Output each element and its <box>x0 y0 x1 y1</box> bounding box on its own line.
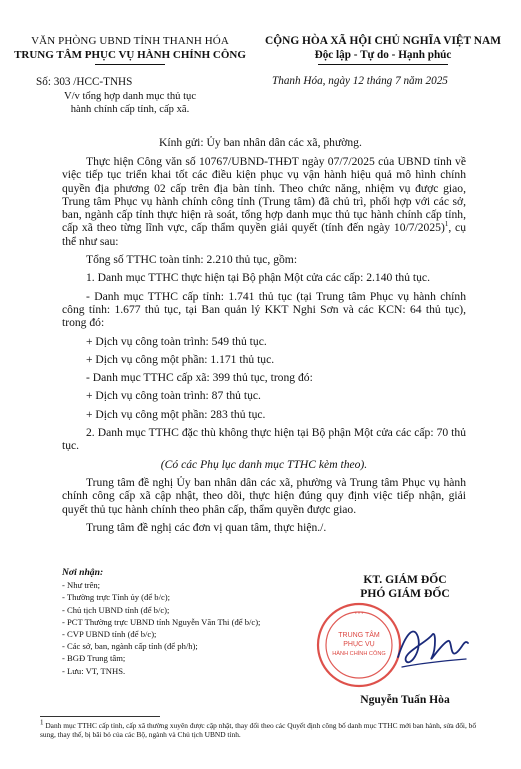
official-seal <box>315 601 403 689</box>
signing-authority: KT. GIÁM ĐỐC <box>363 573 447 586</box>
signature-block <box>300 573 510 706</box>
svg-text:HÀNH CHÍNH CÔNG: HÀNH CHÍNH CÔNG <box>332 651 386 657</box>
body-paragraph: + Dịch vụ công toàn trình: 87 thủ tục. <box>86 389 261 403</box>
recipient-item: - CVP UBND tỉnh (để b/c); <box>62 629 157 640</box>
footnote-mark: 1 <box>40 718 44 727</box>
motto-underline <box>318 64 448 65</box>
svg-text:* * *: * * * <box>354 612 364 618</box>
body-paragraph: + Dịch vụ công toàn trình: 549 thủ tục. <box>86 334 267 348</box>
addressee: Kính gửi: Ủy ban nhân dân các xã, phường. <box>159 136 362 149</box>
body-paragraph: + Dịch vụ công một phần: 1.171 thủ tục. <box>86 352 275 366</box>
body-paragraph: Thực hiện Công văn số 10767/UBND-THĐT ngày 07/7/2025 của UBND tỉnh về việc tiếp tục triển khai tốt các điều kiện phục vụ vận hành hiệu quả mô hình chính quyền địa phương 02 cấp trên địa bàn tỉnh. Theo chức năng, nhiệm vụ được giao, Trung tâm Phục vụ hành chính công tỉnh (Trung tâm) đã chủ trì, phối hợp với các sở, ban, ngành cấp tỉnh thực hiện rà soát, tổng hợp danh mục thủ tục hành chính cấp tỉnh, cấp xã theo từng lĩnh vực, cấp thẩm quyền giải quyết (tính đến ngày 10/7/2025)$^1$, cụ thể như sau: <box>62 155 466 248</box>
recipient-item: - Chủ tịch UBND tỉnh (để b/c); <box>62 604 170 615</box>
body-paragraph: 1. Danh mục TTHC thực hiện tại Bộ phận Một cửa các cấp: 2.140 thủ tục. <box>86 271 430 285</box>
body-paragraph: Trung tâm đề nghị Ủy ban nhân dân các xã, phường và Trung tâm Phục vụ hành chính công cấp xã cập nhật, theo dõi, thực hiện đúng quy định việc tiếp nhận, giải quyết thủ tục hành chính theo phân cấp, thẩm quyền được giao. <box>62 475 466 516</box>
document-body <box>62 155 466 534</box>
appendix-note: (Có các Phụ lục danh mục TTHC kèm theo). <box>160 457 368 471</box>
body-paragraph: - Danh mục TTHC cấp xã: 399 thủ tục, trong đó: <box>86 371 313 385</box>
body-paragraph: + Dịch vụ công một phần: 283 thủ tục. <box>86 407 266 421</box>
document-number: Số: 303 /HCC-TNHS <box>36 76 133 88</box>
signer-title: PHÓ GIÁM ĐỐC <box>360 587 450 600</box>
recipient-item: - BGĐ Trung tâm; <box>62 653 126 664</box>
national-header <box>252 34 514 65</box>
body-paragraph: Tổng số TTHC toàn tỉnh: 2.210 thủ tục, gồm: <box>86 253 298 267</box>
document-subject <box>30 91 230 116</box>
recipient-item: - Các sở, ban, ngành cấp tỉnh (để ph/h); <box>62 641 198 652</box>
footnote-reference[interactable]: 1 <box>444 220 449 229</box>
recipient-item: - Như trên; <box>62 580 101 591</box>
country-name: CỘNG HÒA XÃ HỘI CHỦ NGHĨA VIỆT NAM <box>265 35 501 47</box>
header-underline <box>95 64 165 65</box>
recipients-list <box>62 567 302 677</box>
recipients-title: Nơi nhận: <box>62 567 104 578</box>
handwritten-signature <box>392 613 472 683</box>
recipient-item: - Thường trực Tỉnh ủy (để b/c); <box>62 592 171 603</box>
svg-text:TRUNG TÂM: TRUNG TÂM <box>338 632 380 639</box>
recipient-item: - PCT Thường trực UBND tỉnh Nguyễn Văn Thi (để b/c); <box>62 616 261 627</box>
national-motto: Độc lập - Tự do - Hạnh phúc <box>314 49 452 61</box>
body-paragraph: Trung tâm đề nghị các đơn vị quan tâm, thực hiện./. <box>86 520 327 534</box>
issuing-agency-header <box>14 34 246 65</box>
subject-line: hành chính cấp tỉnh, cấp xã. <box>70 103 190 115</box>
recipient-item: - Lưu: VT, TNHS. <box>62 665 126 676</box>
footnote-divider <box>40 716 160 717</box>
subject-line: V/v tổng hợp danh mục thủ tục <box>63 91 197 102</box>
signer-name: Nguyễn Tuấn Hòa <box>360 693 450 706</box>
issuing-unit-name: TRUNG TÂM PHỤC VỤ HÀNH CHÍNH CÔNG <box>14 49 246 61</box>
body-paragraph: - Danh mục TTHC cấp tỉnh: 1.741 thủ tục (tại Trung tâm Phục vụ hành chính công tỉnh: 1.677 thủ tục, tại Ban quản lý KKT Nghi Sơn và các KCN: 64 thủ tục), trong đó: <box>62 289 466 330</box>
footnote: $^1$ Danh mục TTHC cấp tỉnh, cấp xã thường xuyên được cập nhật, thay đổi theo các Quyết định công bố danh mục TTHC mới ban hành, sửa đổi, bổ sung, thay thế, bị bãi bỏ của các Bộ, ngành và Chủ tịch UBND tỉnh. <box>40 718 477 740</box>
svg-text:PHỤC VỤ: PHỤC VỤ <box>343 641 375 648</box>
document-date: Thanh Hóa, ngày 12 tháng 7 năm 2025 <box>272 75 448 87</box>
parent-agency-name: VĂN PHÒNG UBND TỈNH THANH HÓA <box>31 35 229 47</box>
body-paragraph: 2. Danh mục TTHC đặc thù không thực hiện tại Bộ phận Một cửa các cấp: 70 thủ tục. <box>62 426 466 453</box>
